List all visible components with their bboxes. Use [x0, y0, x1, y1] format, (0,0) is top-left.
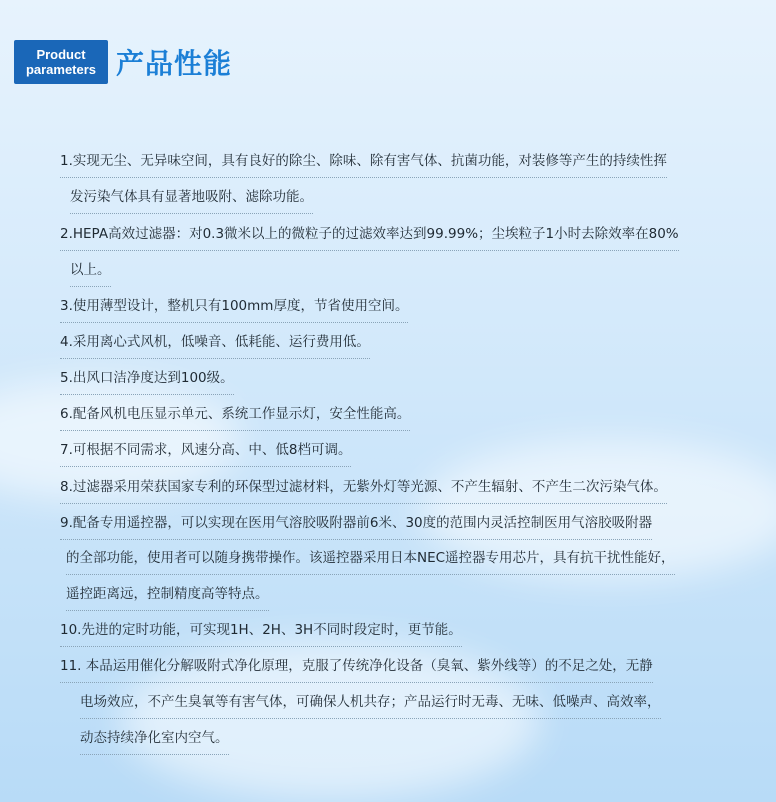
- list-item: 7.可根据不同需求，风速分高、中、低8档可调。: [60, 440, 351, 467]
- english-title-badge: [14, 40, 108, 84]
- list-item: 以上。: [70, 260, 111, 287]
- list-item: 发污染气体具有显著地吸附、滤除功能。: [70, 187, 313, 214]
- list-item: 5.出风口洁净度达到100级。: [60, 368, 234, 395]
- list-item: 3.使用薄型设计，整机只有100mm厚度，节省使用空间。: [60, 296, 408, 323]
- list-item: 电场效应，不产生臭氧等有害气体，可确保人机共存；产品运行时无毒、无味、低噪声、高效率，: [80, 692, 661, 719]
- list-item: 遥控距离远，控制精度高等特点。: [66, 584, 269, 611]
- list-item: 11. 本品运用催化分解吸附式净化原理，克服了传统净化设备（臭氧、紫外线等）的不足之处，无静: [60, 656, 653, 683]
- list-item: 8.过滤器采用荣获国家专利的环保型过滤材料，无紫外灯等光源、不产生辐射、不产生二次污染气体。: [60, 477, 667, 504]
- english-title-line1: Product: [36, 47, 86, 62]
- list-item: 的全部功能，使用者可以随身携带操作。该遥控器采用日本NEC遥控器专用芯片，具有抗干扰性能好，: [66, 548, 675, 575]
- list-item: 动态持续净化室内空气。: [80, 728, 229, 755]
- list-item: 6.配备风机电压显示单元、系统工作显示灯，安全性能高。: [60, 404, 410, 431]
- list-item: 2.HEPA高效过滤器：对0.3微米以上的微粒子的过滤效率达到99.99%；尘埃粒子1小时去除效率在80%: [60, 224, 679, 251]
- list-item: 4.采用离心式风机，低噪音、低耗能、运行费用低。: [60, 332, 370, 359]
- section-header: [14, 38, 232, 86]
- list-item: 1.实现无尘、无异味空间，具有良好的除尘、除味、除有害气体、抗菌功能，对装修等产生的持续性挥: [60, 151, 667, 178]
- chinese-title: 产品性能: [116, 47, 233, 80]
- list-item: 10.先进的定时功能，可实现1H、2H、3H不同时段定时，更节能。: [60, 620, 462, 647]
- english-title-line2: parameters: [25, 62, 97, 77]
- list-item: 9.配备专用遥控器，可以实现在医用气溶胶吸附器前6米、30度的范围内灵活控制医用气溶胶吸附器: [60, 513, 652, 540]
